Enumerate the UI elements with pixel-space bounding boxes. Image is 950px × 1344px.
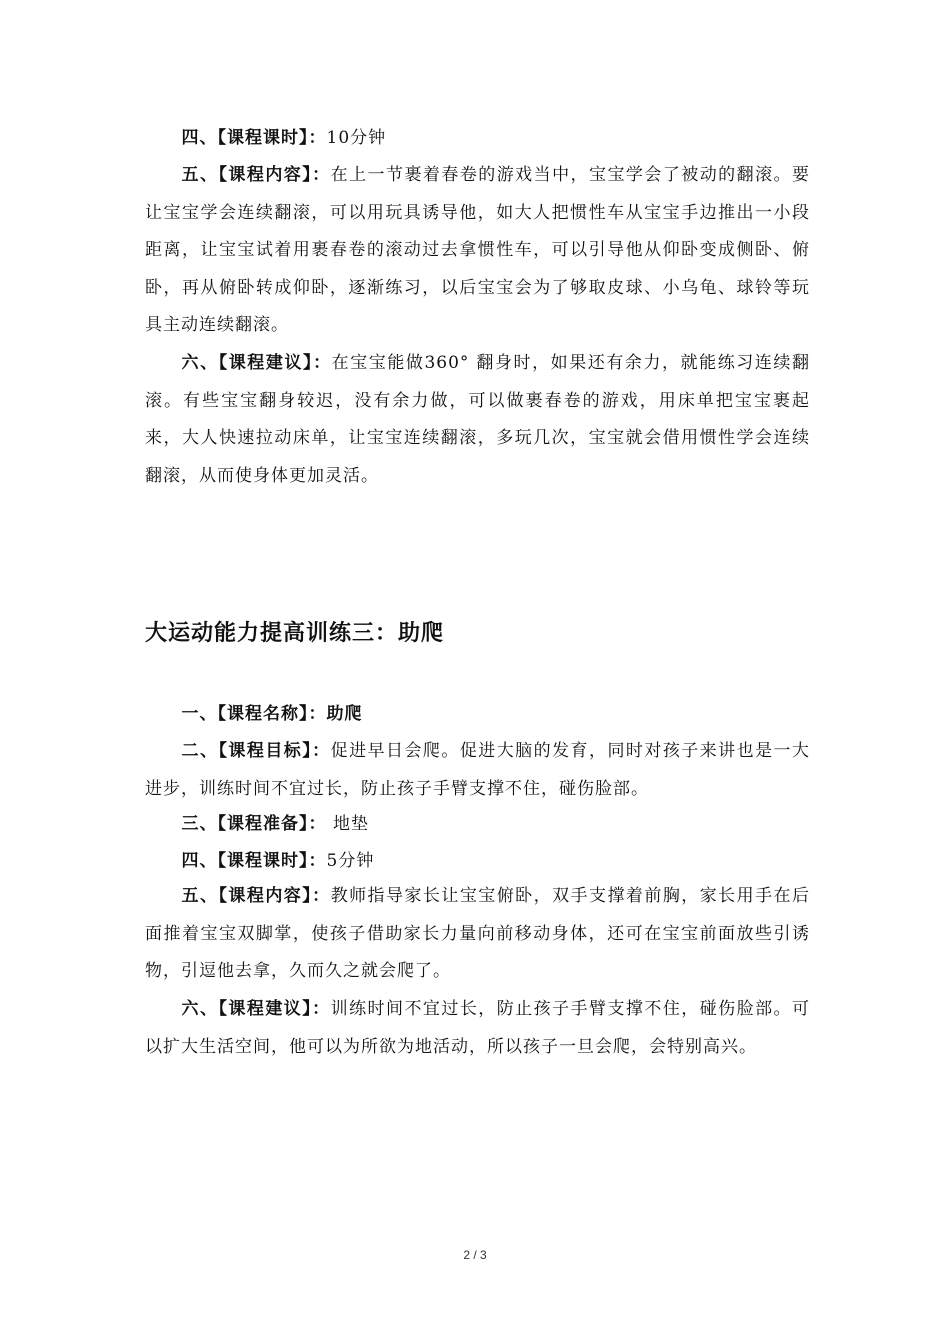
prev-advice-text: 在宝宝能做360° 翻身时，如果还有余力，就能练习连续翻滚。有些宝宝翻身较迟，没有余力做，可以做裹春卷的游戏，用床单把宝宝裹起来，大人快速拉动床单，让宝宝连续翻滚，多玩几次，宝宝就会借用惯性学会连续翻滚，从而使身体更加灵活。 [145, 353, 810, 486]
course-prep-line [145, 806, 810, 844]
section-three-title: 大运动能力提高训练三：助爬 [145, 621, 445, 646]
course-goal-text: 促进早日会爬。促进大脑的发育，同时对孩子来讲也是一大进步，训练时间不宜过长，防止孩子手臂支撑不住，碰伤脸部。 [145, 741, 811, 799]
course-advice-paragraph [145, 991, 810, 1066]
prev-duration-label: 四、【课程课时】： [181, 128, 327, 148]
course-content-label: 五、【课程内容】： [181, 886, 331, 906]
course-duration-line [145, 843, 810, 881]
course-goal-paragraph [145, 733, 810, 808]
course-duration-value: 5分钟 [326, 851, 375, 871]
course-name-line [145, 696, 810, 734]
course-content-text: 教师指导家长让宝宝俯卧，双手支撑着前胸，家长用手在后面推着宝宝双脚掌，使孩子借助家长力量向前移动身体，还可在宝宝前面放些引诱物，引逗他去拿，久而久之就会爬了。 [145, 886, 811, 981]
prev-advice-label: 六、【课程建议】： [181, 353, 332, 373]
course-content-paragraph [145, 878, 810, 991]
page-number: 2 / 3 [463, 1248, 487, 1262]
course-prep-label: 三、【课程准备】： [181, 814, 327, 834]
course-name-label: 一、【课程名称】： [181, 704, 327, 724]
course-prep-value: 地垫 [326, 814, 369, 834]
course-goal-label: 二、【课程目标】： [181, 741, 331, 761]
course-name-value: 助爬 [326, 704, 363, 724]
course-duration-label: 四、【课程课时】： [181, 851, 327, 871]
prev-duration-line [145, 120, 810, 158]
course-advice-text: 训练时间不宜过长，防止孩子手臂支撑不住，碰伤脸部。可以扩大生活空间，他可以为所欲为地活动，所以孩子一旦会爬，会特别高兴。 [145, 999, 811, 1057]
prev-content-label: 五、【课程内容】： [181, 165, 331, 185]
prev-content-text: 在上一节裹着春卷的游戏当中，宝宝学会了被动的翻滚。要让宝宝学会连续翻滚，可以用玩具诱导他，如大人把惯性车从宝宝手边推出一小段距离，让宝宝试着用裹春卷的滚动过去拿惯性车，可以引导他从仰卧变成侧卧、俯卧，再从俯卧转成仰卧，逐渐练习，以后宝宝会为了够取皮球、小乌龟、球铃等玩具主动连续翻滚。 [145, 165, 811, 335]
course-advice-label: 六、【课程建议】： [181, 999, 331, 1019]
prev-duration-value: 10分钟 [326, 128, 387, 148]
prev-advice-paragraph [145, 345, 810, 495]
prev-content-paragraph [145, 157, 810, 345]
